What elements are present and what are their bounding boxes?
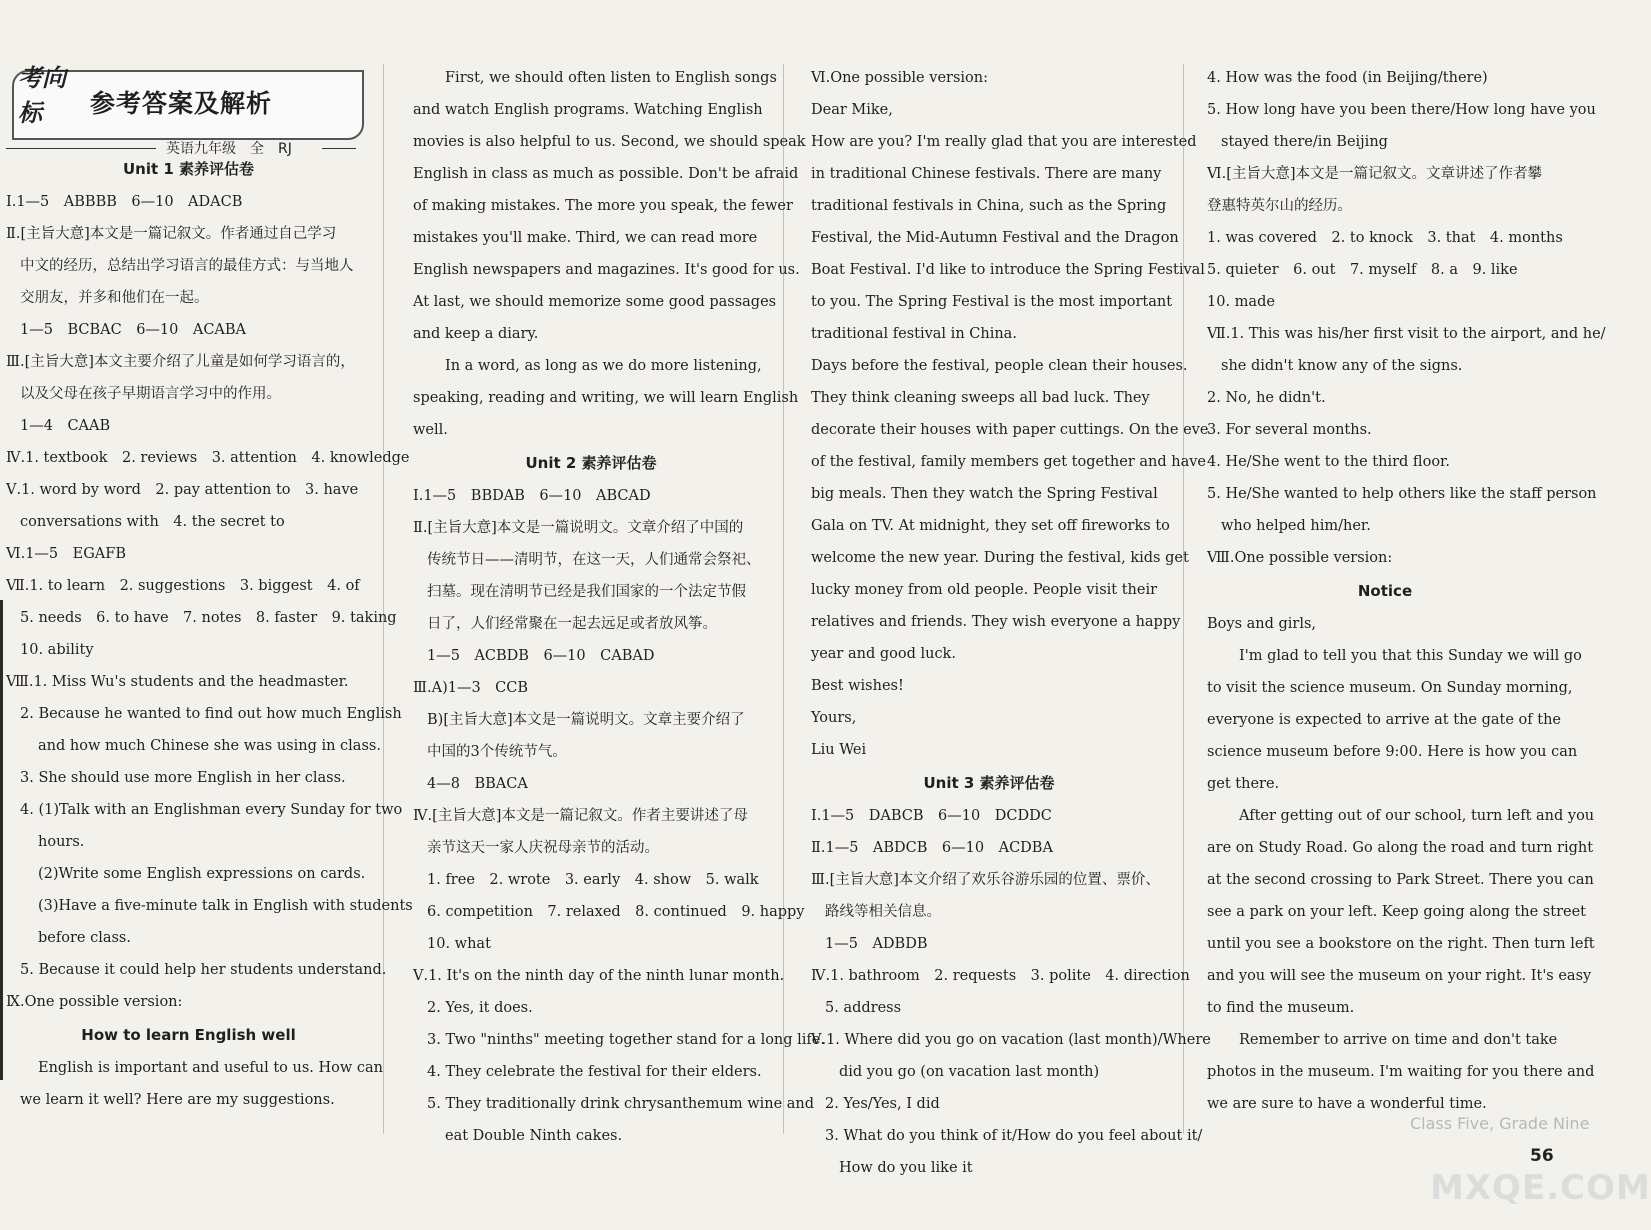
text-line: 2. Yes, it does. <box>427 1000 533 1016</box>
text-line: 扫墓。现在清明节已经是我们国家的一个法定节假 <box>427 584 746 600</box>
text-line: Festival, the Mid-Autumn Festival and the Dragon <box>811 230 1179 246</box>
text-line: 1—4 CAAB <box>20 418 111 434</box>
publisher-logo <box>2 56 88 127</box>
text-line: 4. How was the food (in Beijing/there) <box>1207 70 1488 86</box>
text-line: year and good luck. <box>811 646 956 662</box>
text-line: Ⅱ.[主旨大意]本文是一篇说明文。文章介绍了中国的 <box>413 520 744 536</box>
text-line: 日了，人们经常聚在一起去远足或者放风筝。 <box>427 616 717 632</box>
section-heading: Unit 2 素养评估卷 <box>525 454 657 472</box>
text-line: Ⅴ.1. It's on the ninth day of the ninth lunar month. <box>413 968 785 984</box>
text-line: 中文的经历，总结出学习语言的最佳方式：与当地人 <box>20 258 354 274</box>
subtitle-rule-left <box>6 148 156 149</box>
text-line: First, we should often listen to English songs <box>445 70 777 86</box>
section-heading: Unit 3 素养评估卷 <box>923 774 1055 792</box>
text-line: of the festival, family members get together and have <box>811 454 1207 470</box>
subtitle-rule-right <box>322 148 356 149</box>
text-line: Dear Mike, <box>811 102 893 118</box>
text-line: 以及父母在孩子早期语言学习中的作用。 <box>20 386 281 402</box>
text-line: speaking, reading and writing, we will learn English <box>413 390 799 406</box>
text-line: (3)Have a five-minute talk in English with students <box>38 898 413 914</box>
text-line: relatives and friends. They wish everyone a happy <box>811 614 1181 630</box>
text-line: 4. He/She went to the third floor. <box>1207 454 1451 470</box>
text-line: hours. <box>38 834 85 850</box>
text-line: I'm glad to tell you that this Sunday we will go <box>1239 648 1582 664</box>
text-line: get there. <box>1207 776 1280 792</box>
text-line: who helped him/her. <box>1221 518 1371 534</box>
page-subtitle: 英语九年级 全 RJ <box>166 141 292 157</box>
text-line: stayed there/in Beijing <box>1221 134 1388 150</box>
text-line: she didn't know any of the signs. <box>1221 358 1463 374</box>
column-4 <box>1207 62 1606 1120</box>
text-line: Boys and girls, <box>1207 616 1317 632</box>
text-line: 路线等相关信息。 <box>825 904 941 920</box>
page-header <box>6 56 371 157</box>
text-line: 传统节日——清明节，在这一天，人们通常会祭祀、 <box>427 552 761 568</box>
text-line: How are you? I'm really glad that you are interested <box>811 134 1197 150</box>
text-line: Ⅸ.One possible version: <box>6 994 183 1010</box>
text-line: Boat Festival. I'd like to introduce the Spring Festival <box>811 262 1205 278</box>
text-line: big meals. Then they watch the Spring Festival <box>811 486 1158 502</box>
text-line: to find the museum. <box>1207 1000 1355 1016</box>
column-3-lines <box>811 62 1211 1184</box>
text-line: to visit the science museum. On Sunday morning, <box>1207 680 1573 696</box>
text-line: and you will see the museum on your right. It's easy <box>1207 968 1592 984</box>
text-line: 4. (1)Talk with an Englishman every Sunday for two <box>20 802 403 818</box>
text-line: 4—8 BBACA <box>427 776 528 792</box>
watermark: MXQE.COM <box>1430 1168 1651 1208</box>
column-4-lines <box>1207 62 1606 1120</box>
text-line: Ⅵ.1—5 EGAFB <box>6 546 127 562</box>
text-line: How do you like it <box>839 1160 973 1176</box>
text-line: at the second crossing to Park Street. There you can <box>1207 872 1594 888</box>
page-title: 参考答案及解析 <box>90 89 273 118</box>
text-line: (2)Write some English expressions on cards. <box>38 866 366 882</box>
text-line: we learn it well? Here are my suggestions. <box>20 1092 335 1108</box>
text-line: 5. quieter 6. out 7. myself 8. a 9. like <box>1207 262 1518 278</box>
text-line: Ⅴ.1. Where did you go on vacation (last month)/Where <box>811 1032 1211 1048</box>
column-3 <box>811 62 1211 1184</box>
text-line: welcome the new year. During the festival, kids get <box>811 550 1189 566</box>
text-line: 1—5 ADBDB <box>825 936 928 952</box>
text-line: Ⅶ.1. This was his/her first visit to the airport, and he/ <box>1207 326 1606 342</box>
text-line: 1—5 ACBDB 6—10 CABAD <box>427 648 655 664</box>
text-line: 中国的3个传统节气。 <box>427 744 567 760</box>
text-line: English is important and useful to us. How can <box>38 1060 383 1076</box>
text-line: to you. The Spring Festival is the most important <box>811 294 1173 310</box>
text-line: Ⅰ.1—5 ABBBB 6—10 ADACB <box>6 194 243 210</box>
text-line: Ⅱ.1—5 ABDCB 6—10 ACDBA <box>811 840 1053 856</box>
section-heading: Unit 1 素养评估卷 <box>122 160 255 178</box>
text-line: At last, we should memorize some good passages <box>413 294 777 310</box>
text-line: 10. what <box>427 936 491 952</box>
text-line: Ⅲ.A)1—3 CCB <box>413 680 529 696</box>
text-line: lucky money from old people. People visit their <box>811 582 1158 598</box>
text-line: Ⅵ.[主旨大意]本文是一篇记叙文。文章讲述了作者攀 <box>1207 166 1543 182</box>
text-line: of making mistakes. The more you speak, the fewer <box>413 198 793 214</box>
text-line: eat Double Ninth cakes. <box>445 1128 623 1144</box>
text-line: see a park on your left. Keep going along the street <box>1207 904 1586 920</box>
text-line: Ⅵ.One possible version: <box>811 70 988 86</box>
text-line: Best wishes! <box>811 678 904 694</box>
text-line: 6. competition 7. relaxed 8. continued 9. happy <box>427 904 805 920</box>
text-line: English newspapers and magazines. It's good for us. <box>413 262 800 278</box>
text-line: 登惠特英尔山的经历。 <box>1207 198 1352 214</box>
binding-edge <box>0 600 3 1080</box>
text-line: 1. free 2. wrote 3. early 4. show 5. walk <box>427 872 759 888</box>
text-line: 3. For several months. <box>1207 422 1372 438</box>
column-2 <box>413 62 825 1152</box>
text-line: 5. address <box>825 1000 902 1016</box>
text-line: Ⅳ.[主旨大意]本文是一篇记叙文。作者主要讲述了母 <box>413 808 748 824</box>
text-line: before class. <box>38 930 131 946</box>
page-number: 56 <box>1530 1146 1554 1166</box>
text-line: photos in the museum. I'm waiting for you there and <box>1207 1064 1595 1080</box>
text-line: Ⅳ.1. textbook 2. reviews 3. attention 4. knowledge <box>6 450 410 466</box>
text-line: In a word, as long as we do more listening, <box>445 358 762 374</box>
text-line: 1—5 BCBAC 6—10 ACABA <box>20 322 247 338</box>
text-line: 3. What do you think of it/How do you feel about it/ <box>825 1128 1203 1144</box>
text-line: traditional festivals in China, such as the Spring <box>811 198 1167 214</box>
text-line: Remember to arrive on time and don't take <box>1239 1032 1558 1048</box>
text-line: 5. He/She wanted to help others like the staff person <box>1207 486 1597 502</box>
text-line: 2. No, he didn't. <box>1207 390 1326 406</box>
logo-text: 考向标 <box>18 63 66 127</box>
text-line: everyone is expected to arrive at the gate of the <box>1207 712 1561 728</box>
text-line: in traditional Chinese festivals. There are many <box>811 166 1162 182</box>
text-line: and how much Chinese she was using in class. <box>38 738 381 754</box>
text-line: English in class as much as possible. Don't be afraid <box>413 166 799 182</box>
column-2-lines <box>413 62 825 1152</box>
text-line: Ⅱ.[主旨大意]本文是一篇记叙文。作者通过自己学习 <box>6 226 337 242</box>
text-line: Ⅷ.One possible version: <box>1207 550 1393 566</box>
text-line: and watch English programs. Watching English <box>413 102 763 118</box>
text-line: 2. Yes/Yes, I did <box>825 1096 940 1112</box>
text-line: B)[主旨大意]本文是一篇说明文。文章主要介绍了 <box>427 712 745 728</box>
text-line: conversations with 4. the secret to <box>20 514 285 530</box>
text-line: Ⅴ.1. word by word 2. pay attention to 3. have <box>6 482 359 498</box>
text-line: 亲节这天一家人庆祝母亲节的活动。 <box>427 840 659 856</box>
text-line: Days before the festival, people clean their houses. <box>811 358 1188 374</box>
text-line: we are sure to have a wonderful time. <box>1207 1096 1487 1112</box>
text-line: decorate their houses with paper cuttings. On the eve <box>811 422 1209 438</box>
text-line: Ⅰ.1—5 BBDAB 6—10 ABCAD <box>413 488 651 504</box>
text-line: 2. Because he wanted to find out how much English <box>20 706 402 722</box>
text-line: Ⅶ.1. to learn 2. suggestions 3. biggest 4. of <box>6 578 360 594</box>
text-line: traditional festival in China. <box>811 326 1017 342</box>
section-heading: How to learn English well <box>81 1026 296 1044</box>
text-line: Gala on TV. At midnight, they set off fireworks to <box>811 518 1170 534</box>
text-line: Ⅳ.1. bathroom 2. requests 3. polite 4. direction <box>811 968 1190 984</box>
text-line: 4. They celebrate the festival for their elders. <box>427 1064 762 1080</box>
footer-tag: Class Five, Grade Nine <box>1410 1114 1590 1133</box>
text-line: Yours, <box>811 710 857 726</box>
text-line: 10. made <box>1207 294 1275 310</box>
text-line: until you see a bookstore on the right. Then turn left <box>1207 936 1595 952</box>
text-line: Ⅰ.1—5 DABCB 6—10 DCDDC <box>811 808 1052 824</box>
text-line: 交朋友，并多和他们在一起。 <box>20 290 209 306</box>
text-line: are on Study Road. Go along the road and turn right <box>1207 840 1594 856</box>
text-line: 5. needs 6. to have 7. notes 8. faster 9. taking <box>20 610 397 626</box>
text-line: did you go (on vacation last month) <box>839 1064 1100 1080</box>
text-line: 5. They traditionally drink chrysanthemum wine and <box>427 1096 815 1112</box>
text-line: 1. was covered 2. to knock 3. that 4. months <box>1207 230 1563 246</box>
column-1 <box>6 56 413 1116</box>
text-line: 5. Because it could help her students understand. <box>20 962 387 978</box>
text-line: mistakes you'll make. Third, we can read more <box>413 230 758 246</box>
text-line: Liu Wei <box>811 742 867 758</box>
text-line: 10. ability <box>20 642 94 658</box>
text-line: They think cleaning sweeps all bad luck. They <box>811 390 1150 406</box>
text-line: science museum before 9:00. Here is how you can <box>1207 744 1578 760</box>
column-1-lines <box>6 152 413 1116</box>
text-line: After getting out of our school, turn left and you <box>1239 808 1595 824</box>
text-line: well. <box>413 422 448 438</box>
text-line: 3. She should use more English in her class. <box>20 770 346 786</box>
text-line: 3. Two "ninths" meeting together stand for a long life. <box>427 1032 825 1048</box>
text-line: Ⅷ.1. Miss Wu's students and the headmaster. <box>6 674 349 690</box>
section-heading: Notice <box>1357 582 1413 600</box>
text-line: movies is also helpful to us. Second, we should speak <box>413 134 806 150</box>
text-line: and keep a diary. <box>413 326 539 342</box>
text-line: 5. How long have you been there/How long have you <box>1207 102 1596 118</box>
text-line: Ⅲ.[主旨大意]本文介绍了欢乐谷游乐园的位置、票价、 <box>811 872 1160 888</box>
text-line: Ⅲ.[主旨大意]本文主要介绍了儿童是如何学习语言的， <box>6 354 355 370</box>
